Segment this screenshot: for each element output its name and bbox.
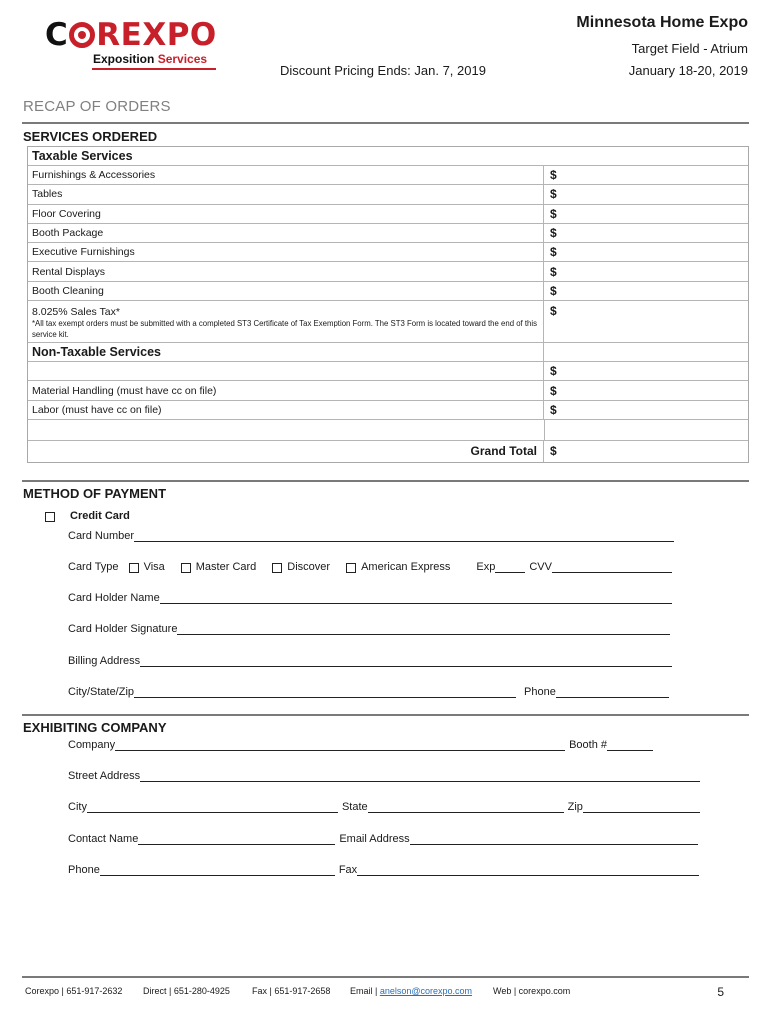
page-title: RECAP OF ORDERS	[23, 98, 171, 115]
contact-name-label: Contact Name	[68, 833, 139, 845]
amount-field[interactable]: $	[550, 283, 557, 298]
city-state-zip-field[interactable]	[68, 686, 669, 698]
cvv-label: CVV	[529, 561, 552, 573]
amex-checkbox[interactable]	[346, 563, 356, 573]
orders-table	[27, 146, 749, 463]
discount-deadline: Discount Pricing Ends: Jan. 7, 2019	[280, 63, 486, 78]
event-venue: Target Field - Atrium	[631, 41, 748, 56]
booth-label: Booth #	[569, 739, 607, 751]
amount-field[interactable]: $	[550, 402, 557, 417]
state-label: State	[341, 801, 368, 813]
footer-email	[350, 986, 472, 996]
page-number: 5	[717, 985, 724, 999]
footer-email-link[interactable]: anelson@corexpo.com	[379, 986, 473, 996]
footer-email-label: Email |	[350, 986, 380, 996]
visa-checkbox[interactable]	[129, 563, 139, 573]
logo-underline	[92, 68, 216, 70]
nontaxable-heading: Non-Taxable Services	[28, 343, 544, 361]
row-label: Furnishings & Accessories	[28, 166, 544, 184]
email-input[interactable]	[410, 833, 698, 845]
city-input[interactable]	[87, 801, 338, 813]
amount-field[interactable]: $	[550, 245, 557, 260]
row-label	[28, 362, 544, 380]
discover-checkbox[interactable]	[272, 563, 282, 573]
row-label: Material Handling (must have cc on file)	[28, 381, 544, 399]
empty-cell	[544, 343, 748, 361]
holder-signature-label: Card Holder Signature	[68, 623, 178, 635]
company-input[interactable]	[115, 739, 565, 751]
billing-address-input[interactable]	[140, 655, 672, 667]
sales-tax-label: 8.025% Sales Tax*	[32, 305, 120, 318]
payment-phone-input[interactable]	[556, 686, 669, 698]
payment-heading: METHOD OF PAYMENT	[23, 486, 167, 501]
footer-web: Web | corexpo.com	[493, 986, 571, 996]
holder-name-input[interactable]	[160, 592, 672, 604]
company-label: Company	[68, 739, 116, 751]
card-number-input[interactable]	[134, 530, 674, 542]
phone-fax-row	[68, 864, 699, 876]
row-label: Tables	[28, 185, 544, 203]
divider	[22, 714, 749, 716]
nontaxable-header-row	[28, 343, 748, 362]
credit-card-label: Credit Card	[70, 510, 130, 522]
payment-phone-label: Phone	[524, 686, 556, 698]
fax-input[interactable]	[357, 864, 699, 876]
street-address-input[interactable]	[140, 770, 700, 782]
event-dates: January 18-20, 2019	[628, 63, 748, 78]
billing-address-label: Billing Address	[68, 655, 141, 667]
row-label: Executive Furnishings	[28, 243, 544, 261]
credit-card-checkbox[interactable]	[45, 512, 55, 522]
mastercard-label: Master Card	[195, 561, 257, 573]
row-label: Floor Covering	[28, 205, 544, 223]
holder-name-field[interactable]	[68, 592, 672, 604]
logo-letters: REXPO	[96, 17, 217, 53]
table-row	[28, 401, 748, 420]
amount-field[interactable]: $	[550, 364, 557, 379]
amex-label: American Express	[361, 561, 451, 573]
holder-name-label: Card Holder Name	[68, 592, 160, 604]
table-row	[28, 381, 748, 400]
state-input[interactable]	[368, 801, 564, 813]
footer-corexpo: Corexpo | 651-917-2632	[25, 986, 123, 996]
row-label: Booth Cleaning	[28, 282, 544, 300]
sales-tax-row	[28, 301, 748, 343]
holder-signature-field[interactable]	[68, 623, 670, 635]
contact-email-row	[68, 833, 698, 845]
amount-field[interactable]: $	[550, 187, 557, 202]
booth-input[interactable]	[607, 739, 653, 751]
exp-label: Exp	[476, 561, 496, 573]
services-ordered-heading: SERVICES ORDERED	[23, 129, 158, 144]
event-title: Minnesota Home Expo	[576, 14, 748, 31]
corexpo-logo	[45, 18, 225, 70]
amount-field[interactable]: $	[550, 383, 557, 398]
card-number-field[interactable]	[68, 530, 674, 542]
city-label: City	[68, 801, 87, 813]
amount-field[interactable]: $	[550, 206, 557, 221]
logo-sub-2: Services	[157, 52, 208, 66]
table-row	[28, 282, 748, 301]
tax-exempt-note: *All tax exempt orders must be submitted with a completed ST3 Certificate of Tax Exemption Form. The ST3 Form is located toward the end of this service kit.	[32, 318, 537, 339]
street-address-field[interactable]	[68, 770, 700, 782]
holder-signature-input[interactable]	[177, 623, 670, 635]
visa-label: Visa	[143, 561, 165, 573]
table-row	[28, 185, 748, 204]
logo-subtitle	[93, 52, 225, 66]
discover-label: Discover	[287, 561, 331, 573]
spacer-cell	[28, 420, 544, 440]
cvv-input[interactable]	[552, 561, 672, 573]
email-label: Email Address	[339, 833, 410, 845]
mastercard-checkbox[interactable]	[181, 563, 191, 573]
city-state-zip-row	[68, 801, 700, 813]
table-row	[28, 262, 748, 281]
city-state-zip-input[interactable]	[134, 686, 516, 698]
spacer-row	[28, 420, 748, 440]
company-phone-input[interactable]	[100, 864, 335, 876]
taxable-header-row	[28, 147, 748, 166]
row-label: Booth Package	[28, 224, 544, 242]
amount-field[interactable]: $	[550, 264, 557, 279]
sales-tax-amount[interactable]: $	[550, 304, 557, 319]
table-row	[28, 224, 748, 243]
logo-letter-c: C	[45, 17, 69, 53]
row-label: Rental Displays	[28, 262, 544, 280]
fax-label: Fax	[338, 864, 358, 876]
logo-sub-1: Exposition	[93, 52, 155, 66]
zip-input[interactable]	[583, 801, 700, 813]
amount-field[interactable]: $	[550, 168, 557, 183]
company-field[interactable]	[68, 739, 653, 751]
sales-tax-cell	[28, 301, 544, 342]
footer-divider	[22, 976, 749, 978]
table-row	[28, 362, 748, 381]
exp-input[interactable]	[495, 561, 525, 573]
footer-fax: Fax | 651-917-2658	[252, 986, 331, 996]
table-row	[28, 205, 748, 224]
taxable-heading: Taxable Services	[32, 149, 133, 163]
grand-total-amount[interactable]: $	[550, 444, 557, 459]
logo-wordmark	[45, 18, 225, 52]
company-phone-label: Phone	[68, 864, 100, 876]
divider	[22, 122, 749, 124]
table-row	[28, 243, 748, 262]
zip-label: Zip	[567, 801, 583, 813]
footer-direct: Direct | 651-280-4925	[143, 986, 230, 996]
exhibiting-company-heading: EXHIBITING COMPANY	[23, 720, 167, 735]
contact-name-input[interactable]	[138, 833, 335, 845]
billing-address-field[interactable]	[68, 655, 672, 667]
spacer-cell	[544, 420, 748, 440]
grand-total-label: Grand Total	[28, 441, 544, 462]
row-label: Labor (must have cc on file)	[28, 401, 544, 419]
city-state-zip-label: City/State/Zip	[68, 686, 135, 698]
card-type-row	[68, 561, 672, 573]
grand-total-row	[28, 440, 748, 462]
card-type-label: Card Type	[68, 561, 119, 573]
divider	[22, 480, 749, 482]
credit-card-option[interactable]	[45, 510, 130, 522]
amount-field[interactable]: $	[550, 226, 557, 241]
street-address-label: Street Address	[68, 770, 141, 782]
logo-target-icon	[69, 22, 95, 48]
card-number-label: Card Number	[68, 530, 135, 542]
table-row	[28, 166, 748, 185]
